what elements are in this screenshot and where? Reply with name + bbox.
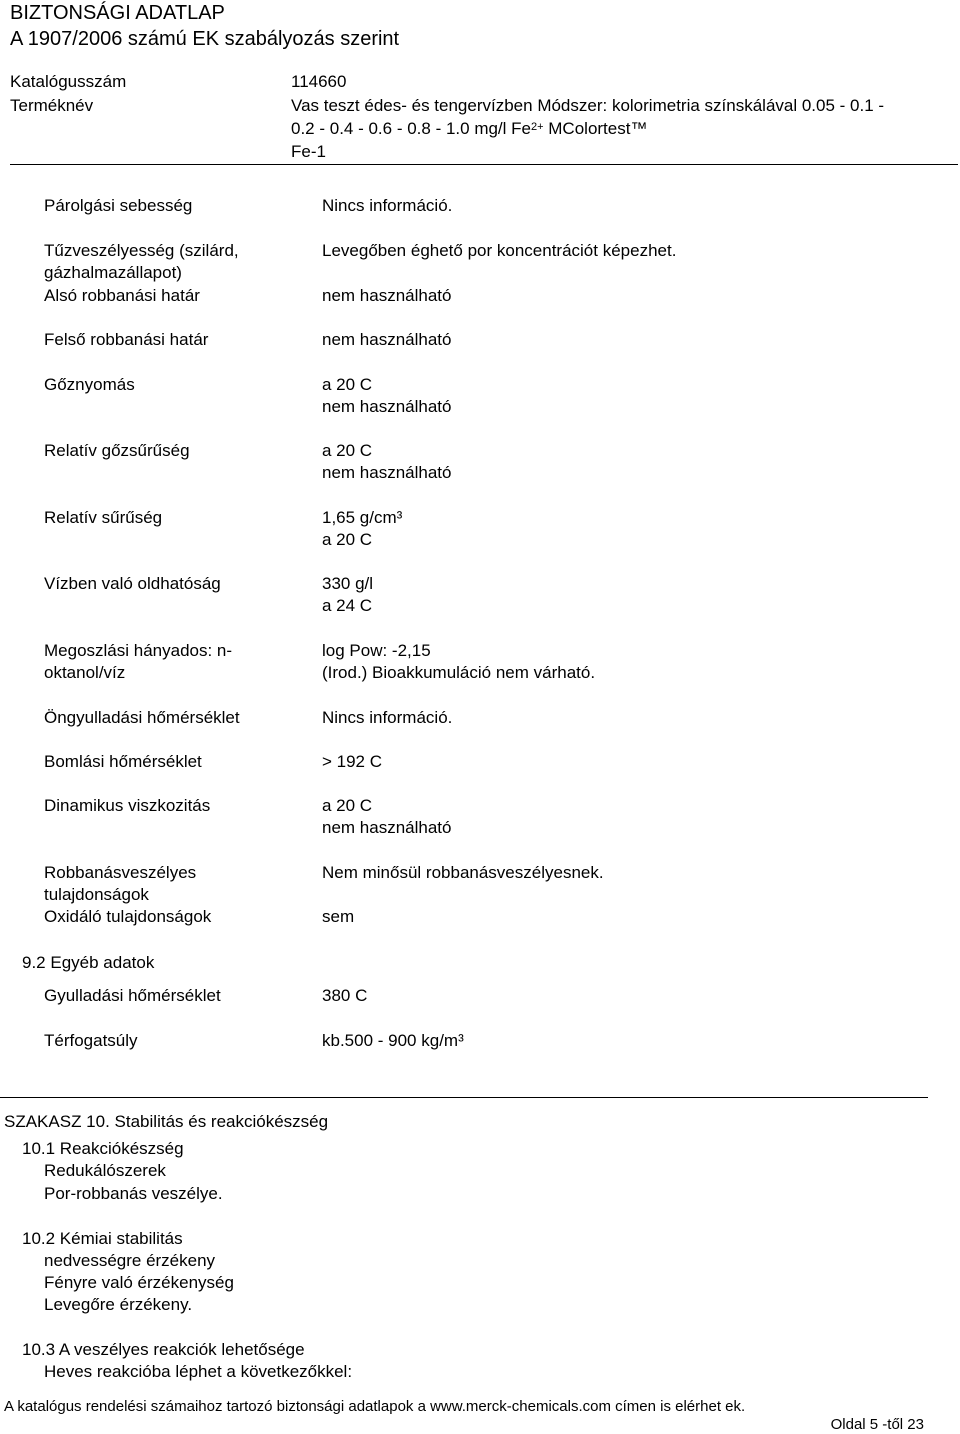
prop-label-ignition-temp: Gyulladási hőmérséklet xyxy=(44,986,221,1005)
prop-value-flammability: Levegőben éghető por koncentrációt képezhet. xyxy=(322,241,677,260)
prop-label-water-solubility: Vízben való oldhatóság xyxy=(44,574,221,593)
prop-label-decomposition: Bomlási hőmérséklet xyxy=(44,752,202,771)
prop-label-oxidizing: Oxidáló tulajdonságok xyxy=(44,907,212,926)
reactivity-line-2: Por-robbanás veszélye. xyxy=(44,1184,223,1203)
document-title: BIZTONSÁGI ADATLAP xyxy=(10,2,225,24)
prop-value-partition-coeff: log Pow: -2,15 xyxy=(322,641,431,660)
prop-label-partition-coeff-1: Megoszlási hányados: n- xyxy=(44,641,233,660)
prop-value-oxidizing: sem xyxy=(322,907,355,926)
prop-label-explosive-2: tulajdonságok xyxy=(44,885,149,904)
prop-label-relative-density: Relatív sűrűség xyxy=(44,508,163,527)
prop-value-autoignition: Nincs információ. xyxy=(322,708,453,727)
product-name-line2: 0.2 - 0.4 - 0.6 - 0.8 - 1.0 mg/l $Fe^{2+}$ MColortest™ xyxy=(291,119,648,138)
prop-value-water-solubility-temp: a 24 C xyxy=(322,596,373,615)
prop-value-lower-explosion: nem használható xyxy=(322,286,452,305)
prop-value-vapor-density: nem használható xyxy=(322,463,452,482)
stability-line-3: Levegőre érzékeny. xyxy=(44,1295,193,1314)
prop-label-partition-coeff-2: oktanol/víz xyxy=(44,663,126,682)
header-divider xyxy=(10,164,958,165)
hazardous-reactions-line-1: Heves reakcióba léphet a következőkkel: xyxy=(44,1362,353,1381)
prop-value-vapor-pressure-temp: a 20 C xyxy=(322,375,373,394)
stability-line-1: nedvességre érzékeny xyxy=(44,1251,216,1270)
section-10-3-heading: 10.3 A veszélyes reakciók lehetősége xyxy=(22,1340,305,1359)
prop-value-water-solubility: 330 g/l xyxy=(322,574,374,593)
prop-value-viscosity: nem használható xyxy=(322,818,452,837)
prop-value-explosive: Nem minősül robbanásveszélyesnek. xyxy=(322,863,604,882)
product-label: Terméknév xyxy=(10,96,94,115)
prop-value-bulk-density: kb.500 - 900 kg/m³ xyxy=(322,1031,464,1050)
prop-label-viscosity: Dinamikus viszkozitás xyxy=(44,796,211,815)
prop-label-flammability-1: Tűzveszélyesség (szilárd, xyxy=(44,241,239,260)
prop-value-viscosity-temp: a 20 C xyxy=(322,796,373,815)
reactivity-line-1: Redukálószerek xyxy=(44,1161,166,1180)
prop-value-ignition-temp: 380 C xyxy=(322,986,368,1005)
catalog-label: Katalógusszám xyxy=(10,72,127,91)
prop-label-flammability-2: gázhalmazállapot) xyxy=(44,263,182,282)
prop-label-lower-explosion: Alsó robbanási határ xyxy=(44,286,200,305)
page-number: Oldal 5 -től 23 xyxy=(830,1416,924,1433)
prop-value-decomposition: > 192 C xyxy=(322,752,383,771)
prop-value-bioaccumulation: (Irod.) Bioakkumuláció nem várható. xyxy=(322,663,596,682)
section-9-2-heading: 9.2 Egyéb adatok xyxy=(22,953,155,972)
prop-label-vapor-pressure: Gőznyomás xyxy=(44,375,135,394)
prop-value-evaporation: Nincs információ. xyxy=(322,196,453,215)
catalog-number: 114660 xyxy=(291,72,347,91)
section-10-heading: SZAKASZ 10. Stabilitás és reakciókészség xyxy=(4,1112,329,1131)
prop-value-vapor-pressure: nem használható xyxy=(322,397,452,416)
section-10-divider xyxy=(0,1097,928,1098)
prop-label-vapor-density: Relatív gőzsűrűség xyxy=(44,441,190,460)
prop-value-relative-density: 1,65 g/cm³ xyxy=(322,508,403,527)
prop-label-bulk-density: Térfogatsúly xyxy=(44,1031,138,1050)
product-name-line1: Vas teszt édes- és tengervízben Módszer: kolorimetria színskálával 0.05 - 0.1 - xyxy=(291,96,885,115)
section-10-2-heading: 10.2 Kémiai stabilitás xyxy=(22,1229,183,1248)
regulation-subtitle: A 1907/2006 számú EK szabályozás szerint xyxy=(10,28,400,50)
prop-value-upper-explosion: nem használható xyxy=(322,330,452,349)
prop-label-explosive-1: Robbanásveszélyes xyxy=(44,863,197,882)
product-name-line3: Fe-1 xyxy=(291,142,326,161)
stability-line-2: Fényre való érzékenység xyxy=(44,1273,234,1292)
prop-label-autoignition: Öngyulladási hőmérséklet xyxy=(44,708,240,727)
prop-value-relative-density-temp: a 20 C xyxy=(322,530,373,549)
footer-note: A katalógus rendelési számaihoz tartozó biztonsági adatlapok a www.merck-chemicals.com címen is elérhet ek. xyxy=(4,1398,746,1415)
prop-value-vapor-density-temp: a 20 C xyxy=(322,441,373,460)
prop-label-upper-explosion: Felső robbanási határ xyxy=(44,330,209,349)
section-10-1-heading: 10.1 Reakciókészség xyxy=(22,1139,184,1158)
prop-label-evaporation: Párolgási sebesség xyxy=(44,196,193,215)
